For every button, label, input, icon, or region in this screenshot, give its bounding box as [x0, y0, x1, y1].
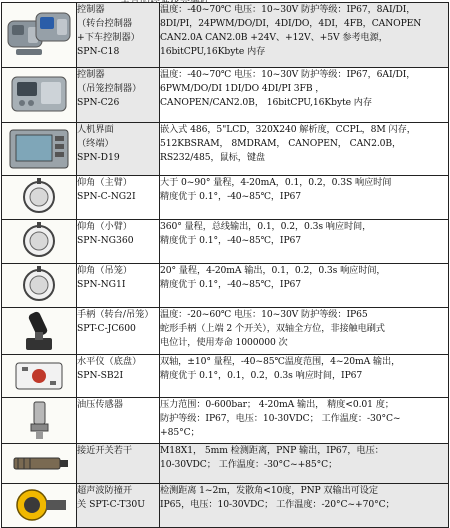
component-name-line: +下车控制器） [77, 32, 140, 43]
spec-line: 压力范围：0-600bar； 4-20mA 输出， 精度<0.01 度； [160, 399, 394, 410]
component-name-line: 油压传感器 [77, 399, 123, 410]
spec-line: 温度：-40~70℃ 电压：10~30V 防护等级：IP67，8AI/DI， [160, 4, 416, 15]
component-name-line: 手柄（转台/吊笼） [77, 309, 154, 320]
pressure-sensor-icon [2, 398, 77, 443]
spec-line: 精度优于 0.1°，-40~85℃，IP67 [160, 235, 302, 246]
component-name-line: 人机界面 [77, 124, 114, 135]
table-row [2, 308, 449, 355]
component-name-line: 仰角（小臂） [77, 221, 133, 232]
spec-line: 电位计，使用寿命 1000000 次 [160, 337, 288, 348]
ultrasonic-sensor-icon [2, 484, 77, 527]
table-row [2, 484, 449, 528]
spec-line: 防护等级：IP67，电压：10-30VDC； 工作温度：-30°C~ [160, 413, 401, 424]
table-row [2, 68, 449, 123]
component-name-line: 仰角（主臂） [77, 177, 133, 188]
angle-sensor-icon [2, 176, 77, 219]
level-sensor-icon [2, 355, 77, 397]
spec-line: 8DI/PI，24PWM/DO/DI，4DI/DO，4DI，4FB，CANOPEN [160, 18, 422, 29]
table-row [2, 264, 449, 308]
spec-line: 大于 0~90° 量程，4-20mA，0.1，0.2，0.3S 响应时间 [160, 177, 392, 188]
component-name-line: （转台控制器 [77, 18, 133, 29]
table-row [2, 398, 449, 444]
table-row [2, 3, 449, 68]
component-name-line: 超声波防撞开 [77, 485, 133, 496]
spec-line: +85°C； [160, 427, 200, 438]
spec-line: 精度优于 0.1°，-40~85℃，IP67 [160, 191, 302, 202]
component-name-line: （终端） [77, 138, 114, 149]
spec-line: CANOPEN/CAN2.0B， 16bitCPU,16Kbyte 内存 [160, 97, 372, 108]
spec-line: 512KBSRAM， 8MDRAM， CANOPEN， CAN2.0B， [160, 138, 402, 149]
dual-controller-icon [2, 3, 77, 67]
component-name-line: 接近开关若干 [77, 445, 133, 456]
spec-line: CAN2.0A CAN2.0B +24V、+12V、+5V 参考电源， [160, 32, 388, 43]
joystick-icon [2, 308, 77, 354]
spec-line: M18X1， 5mm 检测距离，PNP 输出，IP67，电压： [160, 445, 384, 456]
component-model: SPT-C-JC600 [77, 323, 136, 334]
table-row [2, 176, 449, 220]
table-row [2, 123, 449, 176]
spec-line: 温度：-20~60℃ 电压：10~30V 防护等级：IP65 [160, 309, 368, 320]
component-name-line: 仰角（吊笼） [77, 265, 133, 276]
component-model: SPN-C18 [77, 46, 120, 57]
proximity-switch-icon [2, 444, 77, 483]
spec-line: 6PWM/DO/DI 1DI/DO 4DI/PI 3FB ， [160, 83, 325, 94]
spec-line: 16bitCPU,16Kbyte 内存 [160, 46, 266, 57]
spec-line: IP65，电压：10-30VDC； 工作温度：-20°C~+70°C； [160, 499, 395, 510]
spec-line: 蛇形手柄（上端 2 个开关），双轴全方位，非接触电刷式 [160, 323, 385, 334]
spec-line: 精度优于 0.1°，0.1，0.2，0.3s 响应时间，IP67 [160, 370, 363, 381]
component-model: SPN-NG360 [77, 235, 134, 246]
component-model: SPN-NG1I [77, 279, 126, 290]
table-row [2, 355, 449, 398]
component-name-line: （吊笼控制器） [77, 83, 142, 94]
component-model: SPN-SB2I [77, 370, 124, 381]
component-model: 关 SPT-C-T30U [77, 499, 145, 510]
spec-line: 温度：-40~70℃ 电压：10~30V 防护等级：IP67，6AI/DI， [160, 69, 416, 80]
spec-line: 360° 量程，总线输出，0.1，0.2，0.3s 响应时间， [160, 221, 372, 232]
component-name-line: 控制器 [77, 4, 105, 15]
component-spec-table [1, 2, 449, 528]
spec-line: 10-30VDC； 工作温度：-30°C~+85°C； [160, 459, 338, 470]
component-name-line: 水平仪（底盘） [77, 356, 142, 367]
table-row [2, 220, 449, 264]
table-row [2, 444, 449, 484]
spec-line: RS232/485，鼠标，键盘 [160, 152, 266, 163]
spec-line: 检测距离 1~2m，发散角<10度，PNP 双输出可设定 [160, 485, 378, 496]
component-name-line: 控制器 [77, 69, 105, 80]
component-model: SPN-C-NG2I [77, 191, 136, 202]
angle-sensor-icon [2, 220, 77, 263]
basket-controller-icon [2, 68, 77, 122]
component-model: SPN-C26 [77, 97, 120, 108]
component-model: SPN-D19 [77, 152, 120, 163]
spec-line: 20° 量程，4-20mA 输出，0.1，0.2，0.3s 响应时间， [160, 265, 386, 276]
spec-line: 嵌入式 486，5"LCD，320X240 解析度，CCPL，8M 闪存， [160, 124, 416, 135]
hmi-terminal-icon [2, 123, 77, 175]
spec-line: 精度优于 0.1°，-40~85℃，IP67 [160, 279, 302, 290]
spec-line: 双轴，±10° 量程，-40~85℃温度范围，4~20mA 输出， [160, 356, 401, 367]
angle-sensor-icon [2, 264, 77, 307]
